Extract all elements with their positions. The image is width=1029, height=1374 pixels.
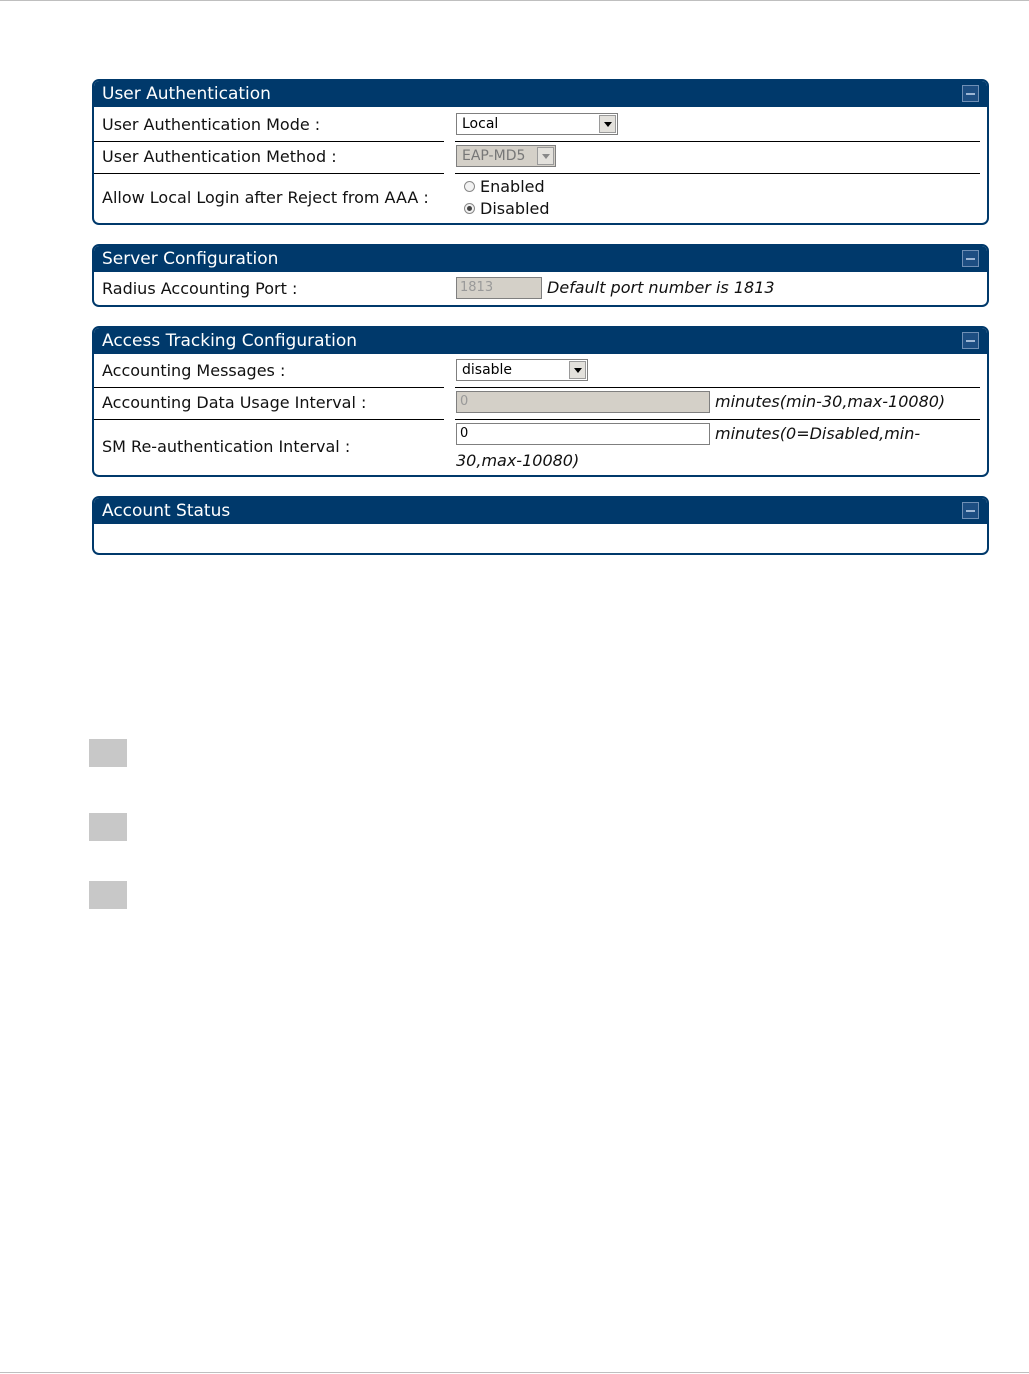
- row-divider: [455, 419, 980, 420]
- auth-mode-select[interactable]: [456, 113, 618, 135]
- row-divider: [455, 387, 980, 388]
- radio-icon[interactable]: [464, 203, 475, 214]
- collapse-icon[interactable]: [962, 250, 979, 267]
- panel-title: Server Configuration: [102, 249, 279, 269]
- usage-interval-value: 0: [460, 394, 469, 409]
- chevron-down-icon: [537, 147, 554, 165]
- server-configuration-panel: [92, 244, 989, 307]
- reauth-interval-hint-cont: 30,max-10080): [456, 451, 580, 470]
- server-config-body: [94, 272, 987, 307]
- accounting-messages-select[interactable]: [456, 359, 588, 381]
- radius-port-label: Radius Accounting Port :: [102, 279, 298, 298]
- panel-title: User Authentication: [102, 84, 271, 104]
- row-divider: [94, 173, 444, 174]
- local-login-label: Allow Local Login after Reject from AAA :: [102, 188, 429, 207]
- access-tracking-body: [94, 354, 987, 477]
- panel-title: Access Tracking Configuration: [102, 331, 358, 351]
- step-marker-box: [89, 881, 127, 909]
- auth-method-value: EAP-MD5: [462, 148, 526, 164]
- chevron-down-icon[interactable]: [569, 361, 586, 379]
- collapse-icon[interactable]: [962, 85, 979, 102]
- collapse-icon[interactable]: [962, 332, 979, 349]
- reauth-interval-input[interactable]: [456, 423, 710, 445]
- auth-mode-label: User Authentication Mode :: [102, 115, 321, 134]
- accounting-messages-label: Accounting Messages :: [102, 361, 286, 380]
- row-divider: [94, 419, 444, 420]
- chevron-down-icon[interactable]: [599, 115, 616, 133]
- panel-header: [94, 328, 987, 354]
- reauth-interval-value: 0: [460, 426, 469, 441]
- step-marker-box: [89, 739, 127, 767]
- account-status-body: [94, 524, 987, 555]
- reauth-interval-hint: minutes(0=Disabled,min-: [715, 424, 921, 443]
- panel-header: [94, 81, 987, 107]
- enabled-radio-option[interactable]: [464, 177, 545, 196]
- disabled-label: Disabled: [480, 199, 550, 218]
- reauth-interval-label: SM Re-authentication Interval :: [102, 437, 351, 456]
- usage-interval-input[interactable]: [456, 391, 710, 413]
- enabled-label: Enabled: [480, 177, 545, 196]
- radio-icon[interactable]: [464, 181, 475, 192]
- usage-interval-hint: minutes(min-30,max-10080): [715, 392, 946, 411]
- auth-method-select[interactable]: [456, 145, 556, 167]
- accounting-messages-value: disable: [462, 362, 513, 378]
- radius-port-value: 1813: [460, 280, 494, 295]
- user-authentication-panel: [92, 79, 989, 225]
- auth-method-label: User Authentication Method :: [102, 147, 337, 166]
- access-tracking-panel: [92, 326, 989, 477]
- row-divider: [94, 387, 444, 388]
- row-divider: [455, 141, 980, 142]
- step-marker-box: [89, 813, 127, 841]
- account-status-panel: [92, 496, 989, 555]
- auth-mode-value: Local: [462, 116, 499, 132]
- collapse-icon[interactable]: [962, 502, 979, 519]
- disabled-radio-option[interactable]: [464, 199, 550, 218]
- radius-port-hint: Default port number is 1813: [547, 278, 775, 297]
- radius-port-input[interactable]: [456, 277, 542, 299]
- panel-header: [94, 498, 987, 524]
- row-divider: [455, 173, 980, 174]
- usage-interval-label: Accounting Data Usage Interval :: [102, 393, 367, 412]
- top-rule: [0, 0, 1029, 1]
- panel-header: [94, 246, 987, 272]
- bottom-rule: [0, 1372, 1029, 1373]
- row-divider: [94, 141, 444, 142]
- user-auth-body: [94, 107, 987, 225]
- panel-title: Account Status: [102, 501, 231, 521]
